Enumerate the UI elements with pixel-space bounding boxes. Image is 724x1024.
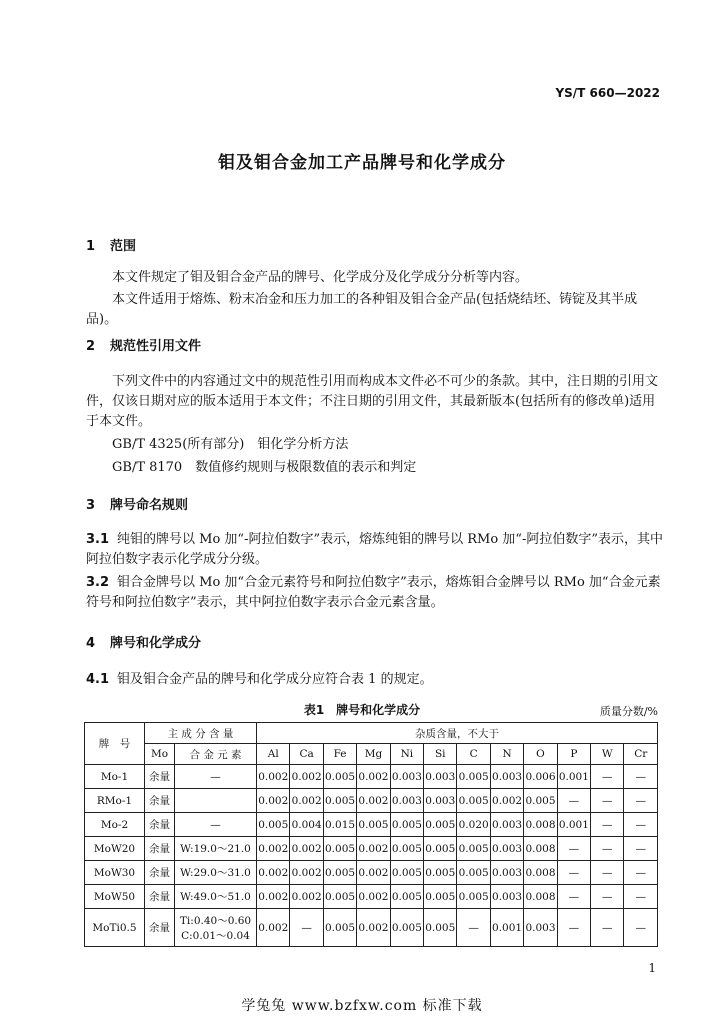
impurity-cell: —: [591, 813, 624, 837]
table-row: [85, 765, 658, 789]
impurity-cell: 0.005: [390, 861, 423, 885]
section-number: 4: [86, 636, 96, 651]
impurity-cell: —: [290, 909, 323, 947]
impurity-cell: —: [557, 861, 590, 885]
alloy-line: W:19.0～21.0: [180, 843, 251, 855]
section-1-para-1: 本文件规定了钼及钼合金产品的牌号、化学成分及化学成分分析等内容。: [112, 270, 529, 285]
impurity-cell: 0.002: [290, 789, 323, 813]
header-alloy-element: 合 金 元 素: [175, 744, 257, 765]
impurity-cell: 0.003: [490, 861, 523, 885]
header-element: Cr: [624, 744, 658, 765]
impurity-cell: 0.005: [424, 813, 457, 837]
clause-text: 钼及钼合金产品的牌号和化学成分应符合表 1 的规定。: [117, 672, 433, 687]
header-element: C: [457, 744, 490, 765]
impurity-cell: 0.005: [457, 789, 490, 813]
header-element: O: [524, 744, 557, 765]
impurity-cell: —: [457, 909, 490, 947]
impurity-cell: —: [624, 909, 658, 947]
mo-cell: 余量: [145, 765, 175, 789]
impurity-cell: —: [624, 789, 658, 813]
table-row: [85, 789, 658, 813]
alloy-line: —: [210, 818, 221, 831]
alloy-cell: [175, 861, 257, 885]
header-mo: Mo: [145, 744, 175, 765]
section-title: 牌号命名规则: [110, 498, 189, 513]
section-1-para-2: 本文件适用于熔炼、粉末冶金和压力加工的各种钼及钼合金产品(包括烧结坯、铸锭及其半成品)。: [86, 292, 638, 327]
impurity-cell: 0.002: [357, 885, 390, 909]
table-row: [85, 885, 658, 909]
impurity-cell: 0.005: [424, 861, 457, 885]
impurity-cell: 0.002: [257, 861, 290, 885]
impurity-cell: 0.005: [457, 837, 490, 861]
impurity-cell: —: [557, 909, 590, 947]
section-4-heading: [86, 632, 201, 651]
impurity-cell: —: [591, 885, 624, 909]
impurity-cell: 0.005: [323, 909, 356, 947]
impurity-cell: 0.002: [357, 837, 390, 861]
impurity-cell: 0.005: [424, 837, 457, 861]
impurity-cell: 0.005: [457, 861, 490, 885]
impurity-cell: 0.005: [323, 789, 356, 813]
mo-cell: 余量: [145, 837, 175, 861]
impurity-cell: 0.005: [424, 909, 457, 947]
section-title: 牌号和化学成分: [110, 636, 202, 651]
impurity-cell: 0.003: [490, 765, 523, 789]
impurity-cell: —: [557, 885, 590, 909]
alloy-line: W:49.0～51.0: [180, 891, 251, 903]
clause-number: 3.2: [86, 575, 110, 590]
section-title: 规范性引用文件: [110, 339, 202, 354]
page-number: 1: [648, 961, 656, 975]
impurity-cell: 0.001: [557, 765, 590, 789]
grade-cell: MoW20: [85, 837, 145, 861]
impurity-cell: 0.003: [524, 909, 557, 947]
impurity-cell: 0.005: [357, 813, 390, 837]
impurity-cell: 0.008: [524, 813, 557, 837]
clause-text: 纯钼的牌号以 Mo 加“-阿拉伯数字”表示，熔炼纯钼的牌号以 RMo 加“-阿拉伯数字”表示，其中阿拉伯数字表示化学成分分级。: [86, 532, 663, 567]
impurity-cell: 0.005: [390, 909, 423, 947]
footer-watermark: 学兔兔 www.bzfxw.com 标准下载: [241, 998, 483, 1014]
mo-cell: 余量: [145, 813, 175, 837]
impurity-cell: —: [591, 765, 624, 789]
impurity-cell: —: [557, 789, 590, 813]
header-impurity: 杂质含量，不大于: [257, 723, 658, 744]
alloy-cell: [175, 813, 257, 837]
impurity-cell: 0.002: [257, 765, 290, 789]
impurity-cell: 0.003: [424, 789, 457, 813]
grade-cell: MoTi0.5: [85, 909, 145, 947]
impurity-cell: 0.001: [557, 813, 590, 837]
reference-gbt8170: GB/T 8170 数值修约规则与极限数值的表示和判定: [112, 460, 417, 475]
table-row: [85, 837, 658, 861]
impurity-cell: 0.004: [290, 813, 323, 837]
impurity-cell: 0.008: [524, 885, 557, 909]
impurity-cell: 0.005: [323, 885, 356, 909]
header-element: P: [557, 744, 590, 765]
impurity-cell: 0.005: [323, 861, 356, 885]
header-element: W: [591, 744, 624, 765]
impurity-cell: —: [557, 837, 590, 861]
header-main-component: 主 成 分 含 量: [145, 723, 257, 744]
mo-cell: 余量: [145, 861, 175, 885]
alloy-cell: [175, 765, 257, 789]
section-1-heading: [86, 235, 136, 254]
section-number: 2: [86, 339, 96, 354]
impurity-cell: 0.005: [257, 813, 290, 837]
clause-3-1: [86, 530, 666, 570]
impurity-cell: 0.002: [257, 909, 290, 947]
grade-cell: MoW50: [85, 885, 145, 909]
impurity-cell: 0.005: [390, 885, 423, 909]
impurity-cell: —: [624, 813, 658, 837]
alloy-line: Ti:0.40～0.60: [179, 914, 252, 927]
alloy-line: C:0.01～0.04: [181, 929, 250, 942]
impurity-cell: 0.015: [323, 813, 356, 837]
impurity-cell: 0.002: [257, 789, 290, 813]
impurity-cell: —: [591, 909, 624, 947]
clause-4-1: [86, 670, 666, 690]
header-element: Ca: [290, 744, 323, 765]
impurity-cell: 0.005: [457, 885, 490, 909]
impurity-cell: 0.005: [524, 789, 557, 813]
impurity-cell: 0.002: [490, 789, 523, 813]
section-title: 范围: [110, 239, 137, 254]
standard-number: YS/T 660—2022: [555, 86, 660, 100]
header-element: Al: [257, 744, 290, 765]
grade-cell: MoW30: [85, 861, 145, 885]
impurity-cell: 0.002: [290, 885, 323, 909]
impurity-cell: 0.008: [524, 861, 557, 885]
reference-gbt4325: GB/T 4325(所有部分) 钼化学分析方法: [112, 437, 349, 452]
section-number: 3: [86, 498, 96, 513]
section-2-para-1: 下列文件中的内容通过文中的规范性引用而构成本文件必不可少的条款。其中，注日期的引用文件，仅该日期对应的版本适用于本文件；不注日期的引用文件，其最新版本(包括所有的修改单)适用于本文件。: [86, 374, 659, 429]
impurity-cell: 0.002: [357, 765, 390, 789]
header-element: Fe: [323, 744, 356, 765]
impurity-cell: 0.003: [490, 813, 523, 837]
header-grade: 牌 号: [85, 723, 145, 765]
impurity-cell: 0.002: [257, 885, 290, 909]
impurity-cell: 0.005: [323, 765, 356, 789]
header-element: Mg: [357, 744, 390, 765]
section-3-heading: [86, 494, 188, 513]
impurity-cell: —: [624, 885, 658, 909]
impurity-cell: 0.002: [357, 789, 390, 813]
impurity-cell: —: [591, 837, 624, 861]
impurity-cell: 0.005: [424, 885, 457, 909]
alloy-line: —: [210, 770, 221, 783]
impurity-cell: 0.005: [323, 837, 356, 861]
impurity-cell: 0.003: [424, 765, 457, 789]
impurity-cell: 0.020: [457, 813, 490, 837]
table-row: [85, 861, 658, 885]
mo-cell: 余量: [145, 885, 175, 909]
clause-number: 3.1: [86, 532, 110, 547]
impurity-cell: 0.005: [457, 765, 490, 789]
impurity-cell: 0.005: [390, 837, 423, 861]
mo-cell: 余量: [145, 909, 175, 947]
impurity-cell: 0.002: [357, 909, 390, 947]
header-element: Ni: [390, 744, 423, 765]
impurity-cell: 0.002: [290, 861, 323, 885]
clause-3-2: [86, 573, 666, 613]
document-title: 钼及钼合金加工产品牌号和化学成分: [218, 153, 506, 173]
impurity-cell: 0.003: [390, 765, 423, 789]
alloy-line: W:29.0～31.0: [180, 867, 251, 879]
alloy-cell: [175, 885, 257, 909]
table-unit: 质量分数/%: [599, 705, 658, 718]
header-element: N: [490, 744, 523, 765]
impurity-cell: 0.002: [257, 837, 290, 861]
impurity-cell: 0.003: [390, 789, 423, 813]
alloy-cell: [175, 837, 257, 861]
table-row: [85, 909, 658, 947]
impurity-cell: 0.002: [290, 837, 323, 861]
grade-cell: Mo-1: [85, 765, 145, 789]
impurity-cell: —: [624, 861, 658, 885]
impurity-cell: 0.002: [357, 861, 390, 885]
section-2-heading: [86, 335, 201, 354]
impurity-cell: 0.003: [490, 837, 523, 861]
impurity-cell: 0.003: [490, 885, 523, 909]
impurity-cell: 0.005: [390, 813, 423, 837]
impurity-cell: —: [591, 861, 624, 885]
clause-number: 4.1: [86, 672, 110, 687]
alloy-cell: [175, 909, 257, 947]
grade-cell: Mo-2: [85, 813, 145, 837]
table-row: [85, 813, 658, 837]
header-element: Si: [424, 744, 457, 765]
impurity-cell: 0.006: [524, 765, 557, 789]
impurity-cell: —: [624, 765, 658, 789]
alloy-cell: [175, 789, 257, 813]
impurity-cell: 0.002: [290, 765, 323, 789]
clause-text: 钼合金牌号以 Mo 加“合金元素符号和阿拉伯数字”表示，熔炼钼合金牌号以 RMo 加“合金元素符号和阿拉伯数字”表示，其中阿拉伯数字表示合金元素含量。: [86, 575, 661, 610]
composition-table: [84, 722, 658, 947]
impurity-cell: —: [624, 837, 658, 861]
grade-cell: RMo-1: [85, 789, 145, 813]
impurity-cell: —: [591, 789, 624, 813]
impurity-cell: 0.001: [490, 909, 523, 947]
section-number: 1: [86, 239, 96, 254]
impurity-cell: 0.008: [524, 837, 557, 861]
mo-cell: 余量: [145, 789, 175, 813]
table-caption: 表1 牌号和化学成分: [303, 703, 421, 717]
